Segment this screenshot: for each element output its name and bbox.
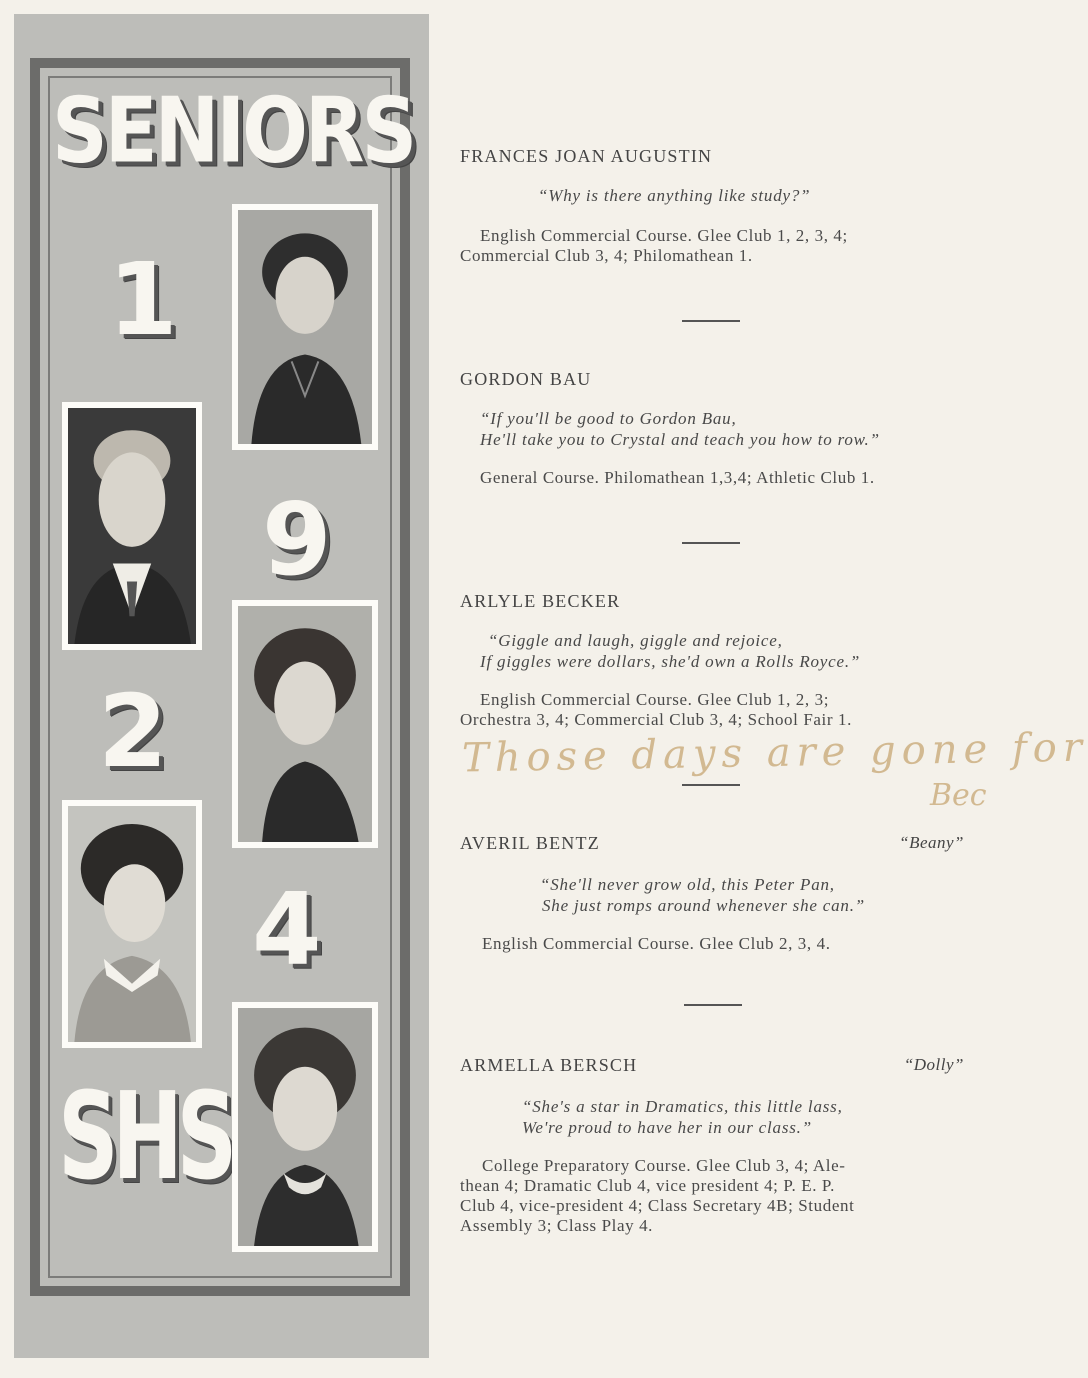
quote-line: We're proud to have her in our class.”: [522, 1118, 812, 1137]
senior-nickname: “Dolly”: [903, 1055, 964, 1074]
portrait-gordon-bau: [62, 402, 202, 650]
senior-quote: [460, 630, 970, 672]
senior-activities: [460, 226, 970, 266]
activities-line: thean 4; Dramatic Club 4, vice president 4; P. E. P.: [460, 1176, 835, 1195]
quote-line: “She's a star in Dramatics, this little lass,: [522, 1097, 843, 1116]
activities-line: Orchestra 3, 4; Commercial Club 3, 4; School Fair 1.: [460, 710, 852, 729]
senior-quote: [460, 185, 970, 206]
portrait-armella-bersch: [232, 1002, 378, 1252]
portrait-averil-bentz: [62, 800, 202, 1048]
senior-activities: [460, 468, 970, 488]
senior-name: AVERIL BENTZ: [460, 833, 600, 853]
year-digit-1: 1: [108, 241, 178, 358]
portrait-image: [238, 606, 372, 842]
shs-title: SHS: [58, 1068, 232, 1207]
year-digit-2: 2: [98, 673, 168, 790]
senior-activities: [460, 690, 970, 730]
seniors-title: SENIORS: [52, 78, 415, 184]
portrait-image: [238, 210, 372, 444]
quote-line: “Why is there anything like study?”: [538, 186, 811, 205]
year-digit-4: 4: [252, 871, 322, 988]
divider-rule: [682, 784, 740, 786]
senior-quote: [460, 408, 970, 450]
portrait-frances-augustin: [232, 204, 378, 450]
senior-entry-becker: [460, 591, 970, 730]
activities-line: English Commercial Course. Glee Club 1, 2, 3;: [480, 690, 830, 709]
quote-line: “If you'll be good to Gordon Bau,: [480, 409, 737, 428]
senior-quote: [460, 1096, 970, 1138]
activities-line: Club 4, vice-president 4; Class Secretary 4B; Student: [460, 1196, 855, 1215]
senior-name: ARMELLA BERSCH: [460, 1055, 638, 1075]
senior-nickname: “Beany”: [899, 833, 964, 852]
portrait-image: [68, 806, 196, 1042]
senior-name: FRANCES JOAN AUGUSTIN: [460, 146, 713, 166]
activities-line: Commercial Club 3, 4; Philomathean 1.: [460, 246, 753, 265]
divider-rule: [682, 542, 740, 544]
divider-rule: [684, 1004, 742, 1006]
quote-line: “Giggle and laugh, giggle and rejoice,: [488, 631, 783, 650]
year-digit-9: 9: [262, 481, 332, 598]
senior-quote: [460, 874, 970, 916]
senior-activities: [460, 934, 970, 954]
portrait-image: [68, 408, 196, 644]
handwritten-note-continued: Bec: [930, 778, 987, 813]
portrait-arlyle-becker: [232, 600, 378, 848]
quote-line: If giggles were dollars, she'd own a Rolls Royce.”: [480, 652, 861, 671]
activities-line: Assembly 3; Class Play 4.: [460, 1216, 654, 1235]
quote-line: He'll take you to Crystal and teach you how to row.”: [480, 430, 880, 449]
senior-entry-bersch: [460, 1055, 970, 1236]
activities-line: General Course. Philomathean 1,3,4; Athletic Club 1.: [480, 468, 875, 487]
senior-name: ARLYLE BECKER: [460, 591, 621, 611]
activities-line: English Commercial Course. Glee Club 1, 2, 3, 4;: [480, 226, 848, 245]
senior-entry-augustin: [460, 146, 970, 266]
divider-rule: [682, 320, 740, 322]
portrait-image: [238, 1008, 372, 1246]
senior-name: GORDON BAU: [460, 369, 592, 389]
senior-entry-bentz: [460, 833, 970, 954]
quote-line: “She'll never grow old, this Peter Pan,: [540, 875, 835, 894]
quote-line: She just romps around whenever she can.”: [542, 896, 866, 915]
activities-line: College Preparatory Course. Glee Club 3, 4; Ale-: [482, 1156, 846, 1175]
activities-line: English Commercial Course. Glee Club 2, 3, 4.: [482, 934, 831, 953]
senior-activities: [460, 1156, 970, 1236]
senior-entry-bau: [460, 369, 970, 488]
handwritten-note: Those days are gone for: [461, 724, 1088, 782]
